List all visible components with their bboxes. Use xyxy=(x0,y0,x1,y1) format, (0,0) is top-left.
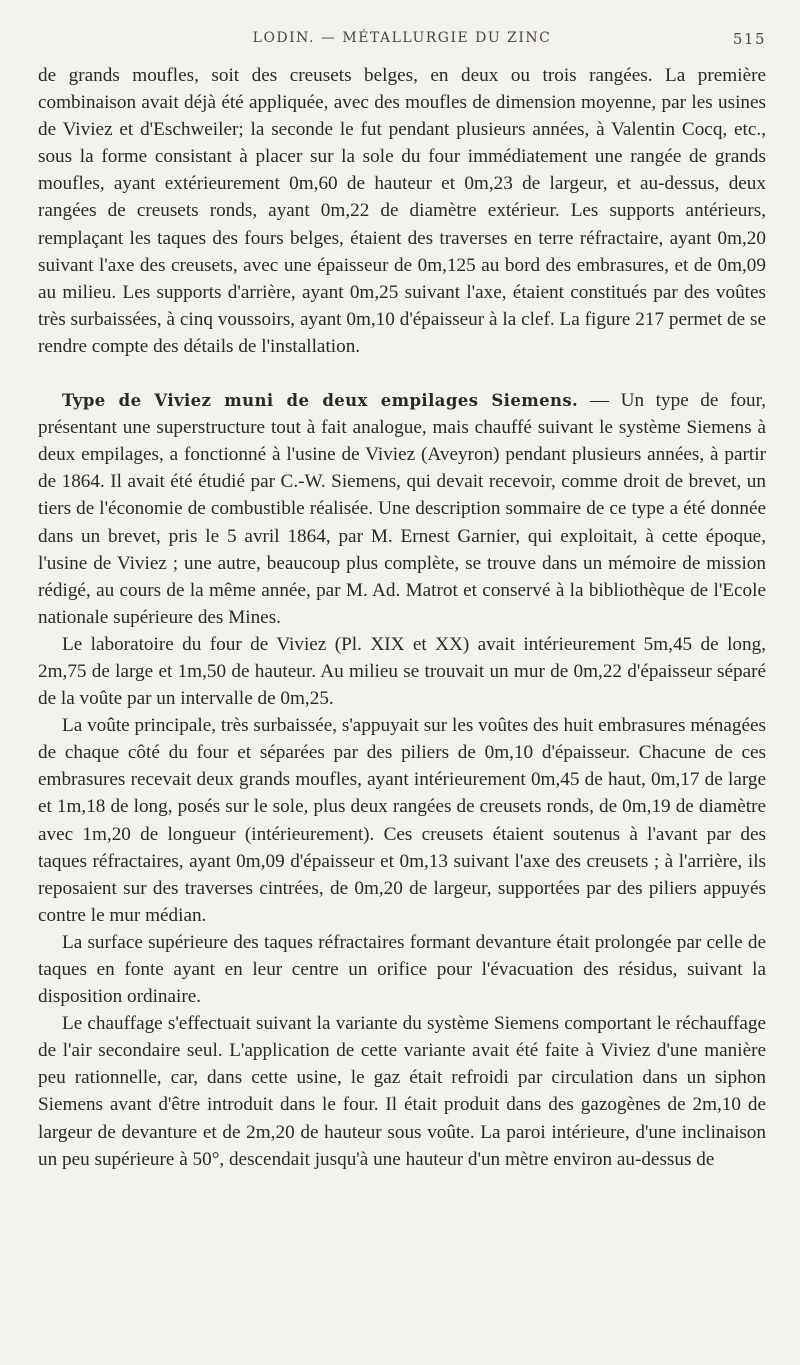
section-heading: Type de Viviez muni de deux empilages Siemens. xyxy=(62,391,579,411)
paragraph: de grands moufles, soit des creusets belges, en deux ou trois rangées. La première combinaison avait déjà été appliquée, avec des moufles de dimension moyenne, par les usines de Viviez et d'Eschweiler; la seconde le fut pendant plusieurs années, à Valentin Cocq, etc., sous la forme consistant à placer sur la sole du four immédiatement une rangée de grands moufles, ayant extérieurement 0m,60 de hauteur et 0m,23 de largeur, et au-dessus, deux rangées de creusets ronds, ayant 0m,22 de diamètre extérieur. Les supports antérieurs, remplaçant les taques des fours belges, étaient des traverses en terre réfractaire, ayant 0m,20 suivant l'axe des creusets, avec une épaisseur de 0m,125 au bord des embrasures, et de 0m,09 au milieu. Les supports d'arrière, ayant 0m,25 suivant l'axe, étaient constitués par des voûtes très surbaissées, à cinq voussoirs, ayant 0m,10 d'épaisseur à la clef. La figure 217 permet de se rendre compte des détails de l'installation. xyxy=(38,65,766,357)
paragraph: La voûte principale, très surbaissée, s'appuyait sur les voûtes des huit embrasures ménagées de chaque côté du four et séparées par des piliers de 0m,10 d'épaisseur. Chacune de ces embrasures recevait deux grands moufles, ayant intérieurement 0m,45 de haut, 0m,17 de large et 1m,18 de long, posés sur le sole, plus deux rangées de creusets ronds, de 0m,19 de diamètre avec 1m,20 de longueur (intérieurement). Ces creusets étaient soutenus à l'avant par des taques réfractaires, ayant 0m,09 d'épaisseur et 0m,13 suivant l'axe des creusets ; à l'arrière, ils reposaient sur des traverses cintrées, de 0m,20 de largeur, supportées par des piliers appuyés contre le mur médian. xyxy=(38,715,766,926)
section-paragraph xyxy=(38,387,766,631)
paragraph: Le laboratoire du four de Viviez (Pl. XIX et XX) avait intérieurement 5m,45 de long, 2m,75 de large et 1m,50 de hauteur. Au milieu se trouvait un mur de 0m,22 d'épaisseur séparé de la voûte par un intervalle de 0m,25. xyxy=(38,633,766,710)
running-header xyxy=(38,30,766,58)
section-text: — Un type de four, présentant une superstructure tout à fait analogue, mais chauffé suivant le système Siemens à deux empilages, a fonctionné à l'usine de Viviez (Aveyron) pendant plusieurs années, à partir de 1864. Il avait été étudié par C.-W. Siemens, qui devait recevoir, comme droit de brevet, un tiers de l'économie de combustible réalisée. Une description sommaire de ce type a été donnée dans un brevet, pris le 5 avril 1864, par M. Ernest Garnier, qui exploitait, à cette époque, l'usine de Viviez ; une autre, beaucoup plus complète, se trouve dans un mémoire de mission rédigé, au cours de la même année, par M. Ad. Matrot et conservé à la bibliothèque de l'Ecole nationale supérieure des Mines. xyxy=(38,390,767,628)
running-title: LODIN. — MÉTALLURGIE DU ZINC xyxy=(252,30,552,46)
page-number: 515 xyxy=(732,30,766,48)
paragraph: La surface supérieure des taques réfractaires formant devanture était prolongée par celle de taques en fonte ayant en leur centre un orifice pour l'évacuation des résidus, suivant la disposition ordinaire. xyxy=(38,931,766,1008)
paragraph: Le chauffage s'effectuait suivant la variante du système Siemens comportant le réchauffage de l'air secondaire seul. L'application de cette variante avait été faite à Viviez d'une manière peu rationnelle, car, dans cette usine, le gaz était refroidi par circulation dans un siphon Siemens avant d'être introduit dans le four. Il était produit dans des gazogènes de 2m,10 de largeur de devanture et de 2m,20 de hauteur sous voûte. La paroi intérieure, d'une inclinaison un peu supérieure à 50°, descendait jusqu'à une hauteur d'un mètre environ au-dessus de xyxy=(38,1013,766,1170)
